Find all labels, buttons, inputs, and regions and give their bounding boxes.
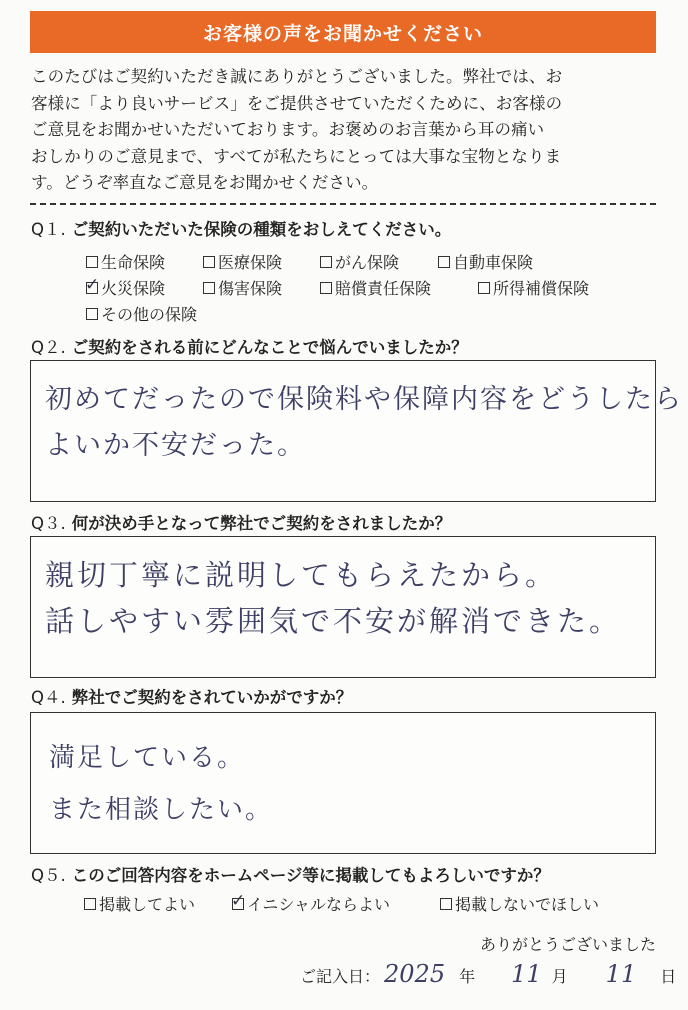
handwritten-answer-line: 親切丁寧に説明してもらえたから。 <box>45 558 558 592</box>
option-label: 所得補償保険 <box>493 279 590 298</box>
handwritten-answer-line: 話しやすい雰囲気で不安が解消できた。 <box>45 604 622 638</box>
question-2 <box>31 334 468 358</box>
option-injury-insurance[interactable] <box>203 276 282 299</box>
option-publish-initials[interactable] <box>232 892 390 915</box>
checkbox[interactable] <box>440 898 452 910</box>
option-label: がん保険 <box>335 253 400 272</box>
handwritten-answer-line: 満足している。 <box>49 743 246 773</box>
option-label: 生命保険 <box>101 253 166 272</box>
checkbox[interactable] <box>438 256 450 268</box>
month-unit: 月 <box>551 967 568 986</box>
intro-line: このたびはご契約いただき誠にありがとうございました。弊社では、お <box>31 67 563 86</box>
page-title-banner <box>30 11 656 53</box>
checkbox[interactable] <box>86 256 98 268</box>
option-income-insurance[interactable] <box>478 276 589 299</box>
question-number: Q３. <box>31 514 66 533</box>
question-number: Q１. <box>31 220 66 239</box>
option-fire-insurance[interactable] <box>86 276 165 299</box>
option-publish-no[interactable] <box>440 892 599 915</box>
option-label: 賠償責任保険 <box>335 279 432 298</box>
option-cancer-insurance[interactable] <box>320 250 399 273</box>
date-year[interactable]: 2025 <box>384 960 446 988</box>
year-unit: 年 <box>459 967 476 986</box>
option-auto-insurance[interactable] <box>438 250 533 273</box>
question-text: 何が決め手となって弊社でご契約をされましたか？ <box>71 514 452 533</box>
dashed-divider <box>30 203 656 205</box>
option-label: 医療保険 <box>218 253 283 272</box>
option-label: 自動車保険 <box>453 253 534 272</box>
question-number: Q５. <box>31 866 66 885</box>
question-1 <box>31 216 451 240</box>
intro-text <box>31 64 657 197</box>
entry-date <box>300 960 676 988</box>
day-unit: 日 <box>660 967 677 986</box>
option-label: 火災保険 <box>101 279 166 298</box>
checkbox[interactable] <box>86 308 98 320</box>
question-text: ご契約をされる前にどんなことで悩んでいましたか？ <box>71 338 468 357</box>
question-number: Q４. <box>31 688 66 707</box>
question-text: このご回答内容をホームページ等に掲載してもよろしいですか？ <box>71 866 550 885</box>
answer-box-q4[interactable] <box>30 712 656 854</box>
date-label: ご記入日： <box>300 967 381 986</box>
question-5 <box>31 862 550 886</box>
question-text: ご契約いただいた保険の種類をおしえてください。 <box>71 220 452 239</box>
option-life-insurance[interactable] <box>86 250 165 273</box>
date-day[interactable]: 11 <box>605 960 637 988</box>
checkbox[interactable] <box>203 256 215 268</box>
answer-box-q2[interactable] <box>30 360 683 502</box>
question-4 <box>31 684 352 708</box>
date-month[interactable]: 11 <box>511 960 542 988</box>
option-medical-insurance[interactable] <box>203 250 282 273</box>
checkbox[interactable] <box>320 282 332 294</box>
question-3 <box>31 510 451 534</box>
intro-line: おしかりのご意見まで、すべてが私たちにとっては大事な宝物となりま <box>31 146 562 166</box>
intro-line: ご意見をお聞かせいただいております。お褒めのお言葉から耳の痛い <box>31 120 545 139</box>
checkbox[interactable] <box>84 898 96 910</box>
handwritten-answer-line: 初めてだったので保険料や保障内容をどうしたら <box>45 384 683 415</box>
thanks-message: ありがとうございました <box>479 935 656 954</box>
question-number: Q２. <box>31 338 66 357</box>
answer-box-q3[interactable] <box>30 536 656 678</box>
option-label: 掲載しないでほしい <box>455 895 600 914</box>
option-label: 掲載してよい <box>99 895 196 914</box>
option-label: その他の保険 <box>101 305 198 324</box>
check-mark-icon: ✓ <box>85 274 100 295</box>
intro-line: 客様に「より良いサービス」をご提供させていただくために、お客様の <box>31 93 563 113</box>
option-liability-insurance[interactable] <box>320 276 431 299</box>
check-mark-icon: ✓ <box>231 890 246 911</box>
checkbox-checked[interactable] <box>231 890 246 911</box>
option-label: 傷害保険 <box>218 279 283 298</box>
handwritten-answer-line: よいか不安だった。 <box>45 430 306 461</box>
checkbox-checked[interactable] <box>85 274 100 295</box>
checkbox[interactable] <box>320 256 332 268</box>
option-publish-ok[interactable] <box>84 892 195 915</box>
page-title: お客様の声をお聞かせください <box>202 22 483 45</box>
handwritten-answer-line: また相談したい。 <box>49 795 274 825</box>
question-text: 弊社でご契約をされていかがですか？ <box>71 688 353 707</box>
option-other-insurance[interactable] <box>86 302 197 325</box>
intro-line: す。どうぞ率直なご意見をお聞かせください。 <box>31 173 379 192</box>
option-label: イニシャルならよい <box>247 895 391 914</box>
checkbox[interactable] <box>478 282 490 294</box>
checkbox[interactable] <box>203 282 215 294</box>
